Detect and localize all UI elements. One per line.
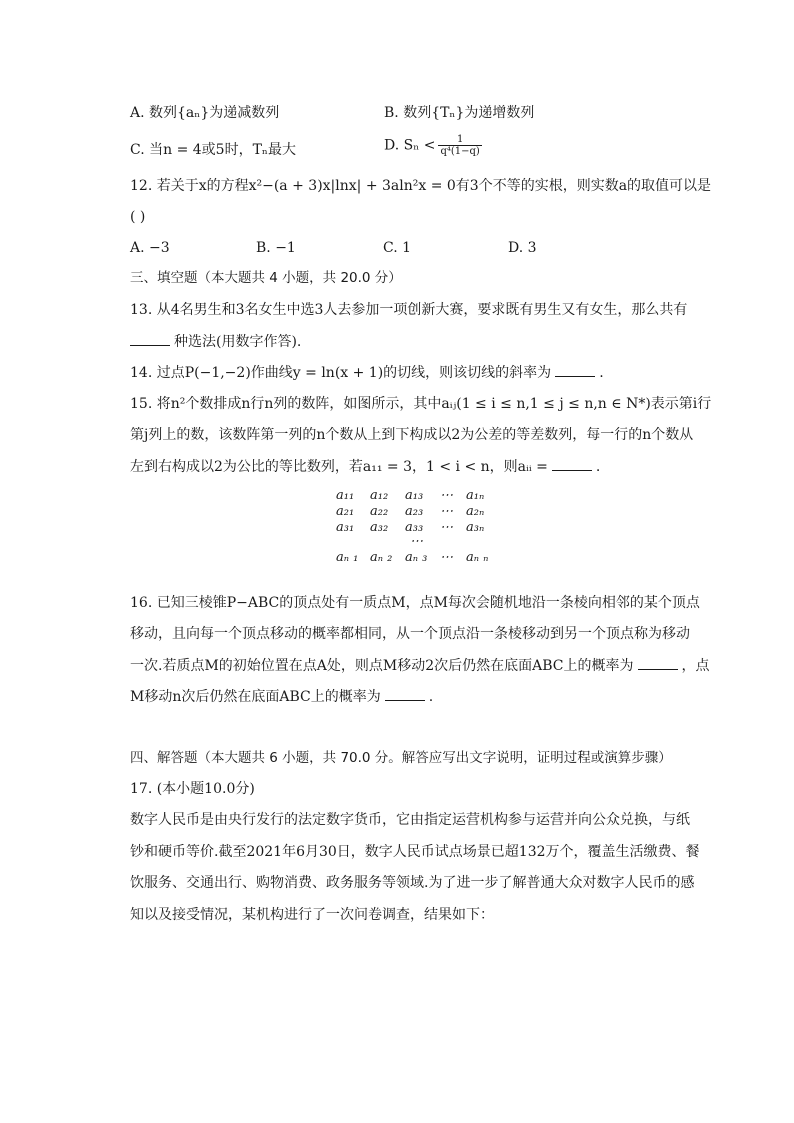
matrix-cell: aₙ ₃ [405,550,428,565]
q16-line2: 移动，且向每一个顶点移动的概率都相同，从一个顶点沿一条棱移动到另一个顶点称为移动 [130,626,690,642]
q12-option-c: C. 1 [383,240,412,256]
q15-period: . [595,459,601,475]
q17-paragraph-line2: 钞和硬币等价.截至2021年6月30日，数字人民币试点场景已超132万个，覆盖生活缴费、餐 [130,844,700,860]
q11-option-b: B. 数列{Tₙ}为递增数列 [384,105,535,121]
matrix-cell: aₙ ₂ [370,550,393,565]
q12-option-a: A. −3 [130,240,170,256]
q15-line3 [130,456,600,477]
q11-option-d [384,134,482,157]
q17-paragraph-line4: 知以及接受情况，某机构进行了一次问卷调查，结果如下： [130,907,494,923]
fraction-denominator: q⁴(1−q) [440,146,480,157]
q11-option-a: A. 数列{aₙ}为递减数列 [130,105,280,121]
q13-line2-text: 种选法(用数字作答). [174,334,302,350]
q17-header: 17. (本小题10.0分) [130,781,255,797]
q16-line1: 16. 已知三棱锥P−ABC的顶点处有一质点M，点M每次会随机地沿一条棱向相邻的某个顶点 [130,595,700,611]
answer-blank [552,456,592,471]
answer-blank [638,655,678,670]
q15-line2: 第j列上的数，该数阵第一列的n个数从上到下构成以2为公差的等差数列，每一行的n个数从 [130,427,694,443]
q17-paragraph-line1: 数字人民币是由央行发行的法定数字货币，它由指定运营机构参与运营并向公众兑换，与纸 [130,812,690,828]
answer-blank [385,686,425,701]
q14-period: . [599,365,604,381]
matrix-cell: aₙ ₁ [336,550,359,565]
q17-paragraph-line3: 饮服务、交通出行、购物消费、政务服务等领域.为了进一步了解普通大众对数字人民币的感 [130,875,695,891]
matrix-cell: ⋯ [440,488,453,503]
matrix-cell: a₂₃ [405,504,424,519]
q16-line3-tail: ，点 [681,658,710,674]
matrix-cell: a₃₃ [405,520,424,535]
matrix-cell: ⋯ [440,504,453,519]
q15-line1: 15. 将n²个数排成n行n列的数阵，如图所示，其中aᵢⱼ(1 ≤ i ≤ n,1 ≤ j ≤ n,n ∈ N*)表示第i行 [130,396,712,412]
q11-option-c: C. 当n = 4或5时，Tₙ最大 [130,142,296,158]
q12-option-d: D. 3 [508,240,537,256]
answer-blank [130,331,170,346]
q13-line2 [130,331,301,352]
matrix-cell: a₃ₙ [466,520,485,535]
section-heading-solutions: 四、解答题（本大题共 6 小题，共 70.0 分。解答应写出文字说明，证明过程或演算步骤） [130,750,672,766]
matrix-cell: a₂₂ [370,504,389,519]
q15-line3-text: 左到右构成以2为公比的等比数列，若a₁₁ = 3，1 < i < n，则aᵢᵢ = [130,459,548,475]
answer-blank [555,362,595,377]
section-heading-fill-in: 三、填空题（本大题共 4 小题，共 20.0 分） [130,270,402,286]
q14-text: 14. 过点P(−1,−2)作曲线y = ln(x + 1)的切线，则该切线的斜率为 [130,365,552,381]
q11-option-d-prefix: D. Sₙ < [384,137,436,154]
matrix-cell: a₁₂ [370,488,389,503]
q11-option-d-fraction [438,134,481,157]
q12-stem-line1: 12. 若关于x的方程x²−(a + 3)x|lnx| + 3aln²x = 0有3个不等的实根，则实数a的取值可以是 [130,178,712,194]
matrix-cell: a₃₂ [370,520,389,535]
matrix-cell: ⋯ [440,520,453,535]
q16-line4 [130,686,433,707]
matrix-cell: ⋯ [410,534,423,549]
q16-line3 [130,655,710,676]
q14-line [130,362,604,383]
q16-line4-text: M移动n次后仍然在底面ABC上的概率为 [130,689,381,705]
matrix-cell: ⋯ [440,550,453,565]
matrix-cell: aₙ ₙ [466,550,489,565]
fraction-numerator: 1 [438,134,481,146]
q16-line3-text: 一次.若质点M的初始位置在点A处，则点M移动2次后仍然在底面ABC上的概率为 [130,658,634,674]
q13-line1: 13. 从4名男生和3名女生中选3人去参加一项创新大赛，要求既有男生又有女生，那么共有 [130,302,688,318]
matrix-cell: a₃₁ [336,520,355,535]
matrix-cell: a₂₁ [336,504,355,519]
matrix-cell: a₁₁ [336,488,355,503]
q16-period: . [428,689,434,705]
q12-stem-line2: ( ) [130,209,146,225]
matrix-cell: a₂ₙ [466,504,485,519]
matrix-cell: a₁ₙ [466,488,485,503]
matrix-cell: a₁₃ [405,488,424,503]
q12-option-b: B. −1 [256,240,296,256]
